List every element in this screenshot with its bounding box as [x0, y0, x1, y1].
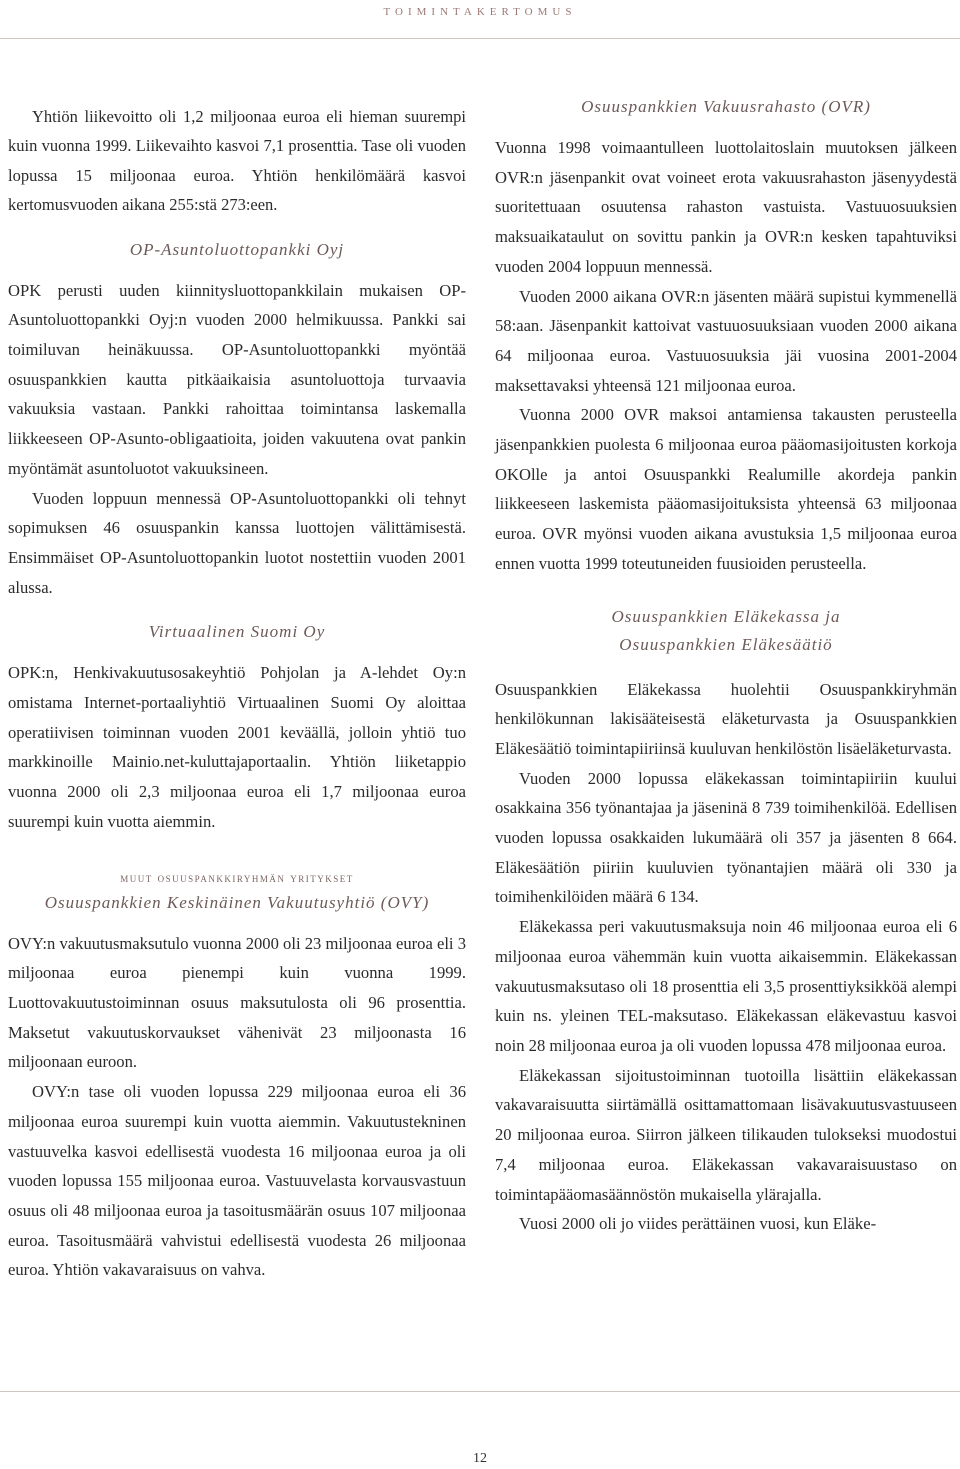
right-column: [495, 95, 957, 1239]
paragraph: Vuonna 2000 OVR maksoi antamiensa takausten perusteella jäsenpankkien puolesta 6 miljoonaa euroa pääomasijoitusten korkoja OKOlle ja antoi Osuuspankki Realumille akordeja pankin liikkeeseen laskemista pääomasijoituksista yhteensä 63 miljoonaa euroa. OVR myönsi vuoden aikana avustuksia 1,5 miljoonaa euroa ennen vuotta 1999 toteutuneiden fuusioiden perusteella.: [495, 405, 957, 573]
paragraph: Osuuspankkien Eläkekassa huolehtii Osuuspankkiryhmän henkilökunnan lakisääteisestä eläketurvasta ja Osuuspankkien Eläkesäätiö toimintapiiriinsä kuuluvan henkilöstön lisäeläketurvasta.: [495, 679, 957, 758]
heading-line: Osuuspankkien Eläkekassa ja: [611, 606, 841, 626]
section-heading-ovr: Osuuspankkien Vakuusrahasto (OVR): [581, 97, 871, 116]
heading-line: Osuuspankkien Eläkesäätiö: [619, 634, 833, 654]
paragraph: OVY:n tase oli vuoden lopussa 229 miljoonaa euroa eli 36 miljoonaa euroa suurempi kuin vuotta aiemmin. Vakuutustekninen vastuuvelka kasvoi edellisestä vuodesta 16 miljoonaa euroa ja oli vuoden lopussa 155 miljoonaa euroa. Vastuuvelasta korvausvastuun osuus oli 48 miljoonaa euroa ja tasoitusmäärän osuus 107 miljoonaa euroa. Tasoitusmäärä vahvistui edellisestä vuodesta 26 miljoonaa euroa. Yhtiön vakavaraisuus on vahva.: [8, 1082, 466, 1280]
section-heading-opa: OP-Asuntoluottopankki Oyj: [129, 239, 345, 259]
paragraph: Vuoden 2000 aikana OVR:n jäsenten määrä supistui kymmenellä 58:aan. Jäsenpankit kattoivat vastuuosuuksiaan vuoden 2000 aikana 64 miljoonaa euroa. Vastuuosuuksia jäi vuosina 2001-2004 maksettavaksi yhteensä 121 miljoonaa euroa.: [495, 286, 957, 395]
paragraph: OPK perusti uuden kiinnitysluottopankkilain mukaisen OP-Asuntoluottopankki Oyj:n vuoden 2000 helmikuussa. Pankki sai toimiluvan heinäkuussa. OP-Asuntoluottopankki myöntää osuuspankkien kautta pitkäaikaisia asuntoluottoja turvaavia vakuuksia vastaan. Pankki rahoittaa toimintansa laskemalla liikkeeseen OP-Asunto-obligaatioita, joiden vakuutena ovat pankin myöntämät asuntoluotot vakuuksineen.: [8, 280, 466, 478]
paragraph: Vuosi 2000 oli jo viides perättäinen vuosi, kun Eläke-: [519, 1214, 877, 1234]
paragraph: Vuonna 1998 voimaantulleen luottolaitoslain muutoksen jälkeen OVR:n jäsenpankit ovat voineet erota vakuusrahaston jäsenyydestä suoritettuaan osuutensa rahaston vastuista. Vastuuosuuksien maksuaikataulut on sovittu pankin ja OVR:n kesken tapahtuviksi vuoden 2004 loppuun mennessä.: [495, 138, 957, 276]
section-heading-virtuaalinen: Virtuaalinen Suomi Oy: [148, 622, 326, 642]
paragraph: Eläkekassa peri vakuutusmaksuja noin 46 miljoonaa euroa eli 6 miljoonaa euroa vähemmän kuin vuotta aikaisemmin. Eläkekassan vakuutusmaksutaso oli 18 prosenttia eli 3,5 prosenttiyksikköä alempi kuin ns. yleinen TEL-maksutaso. Eläkekassan eläkevastuu kasvoi noin 28 miljoonaa euroa ja oli vuoden lopussa 478 miljoonaa euroa.: [495, 917, 957, 1055]
paragraph: Vuoden loppuun mennessä OP-Asuntoluottopankki oli tehnyt sopimuksen 46 osuuspankin kanssa luottojen välittämisestä. Ensimmäiset OP-Asuntoluottopankin luotot nostettiin vuoden 2001 alussa.: [8, 488, 466, 597]
paragraph: OPK:n, Henkivakuutusosakeyhtiö Pohjolan ja A-lehdet Oy:n omistama Internet-portaaliyhtiö Virtuaalinen Suomi Oy aloittaa operatiivisen toiminnan vuoden 2001 keväällä, jolloin yhtiö tuo markkinoille Mainio.net-kuluttajaportaalin. Yhtiön liiketappio vuonna 2000 oli 2,3 miljoonaa euroa eli 1,7 miljoonaa euroa suurempi kuin vuotta aiemmin.: [8, 663, 466, 831]
running-title: TOIMINTAKERTOMUS: [383, 6, 577, 18]
paragraph: Vuoden 2000 lopussa eläkekassan toimintapiiriin kuului osakkaina 356 työnantajaa ja jäseninä 8 739 toimihenkilöä. Edellisen vuoden lopussa osakkaiden lukumäärä oli 357 ja jäsenten 8 664. Eläkesäätiön piiriin kuuluvien työnantajien määrä oli 330 ja toimihenkilöiden määrä 6 134.: [495, 768, 957, 907]
section-label: muut osuuspankkiryhmän yritykset: [120, 869, 354, 885]
left-column: [8, 102, 466, 1285]
intro-paragraph: Yhtiön liikevoitto oli 1,2 miljoonaa euroa eli hieman suurempi kuin vuonna 1999. Liikevaihto kasvoi 7,1 prosenttia. Tase oli vuoden lopussa 15 miljoonaa euroa. Yhtiön henkilömäärä kasvoi kertomusvuoden aikana 255:stä 273:een.: [8, 107, 466, 215]
footer-rule: [0, 1391, 960, 1392]
section-heading-elakekassa: [495, 603, 957, 659]
paragraph: Eläkekassan sijoitustoiminnan tuotoilla lisättiin eläkekassan vakavaraisuutta siirtämällä osittamattomaan lisävakuutusvastuuseen 20 miljoonaa euroa. Siirron jälkeen tilikauden tulokseksi muodostui 7,4 miljoonaa euroa. Eläkekassan vakavaraisuustaso on toimintapääomasäännöstön mukaisella ylärajalla.: [495, 1065, 957, 1204]
page-number: 12: [473, 1451, 487, 1466]
paragraph: OVY:n vakuutusmaksutulo vuonna 2000 oli 23 miljoonaa euroa eli 3 miljoonaa euroa pienempi kuin vuonna 1999. Luottovakuutustoiminnan osuus maksutulosta oli 96 prosenttia. Maksetut vakuutuskorvaukset vähenivät 23 miljoonasta 16 miljoonaan euroon.: [8, 933, 466, 1072]
section-heading-ovy: Osuuspankkien Keskinäinen Vakuutusyhtiö (OVY): [44, 892, 430, 912]
